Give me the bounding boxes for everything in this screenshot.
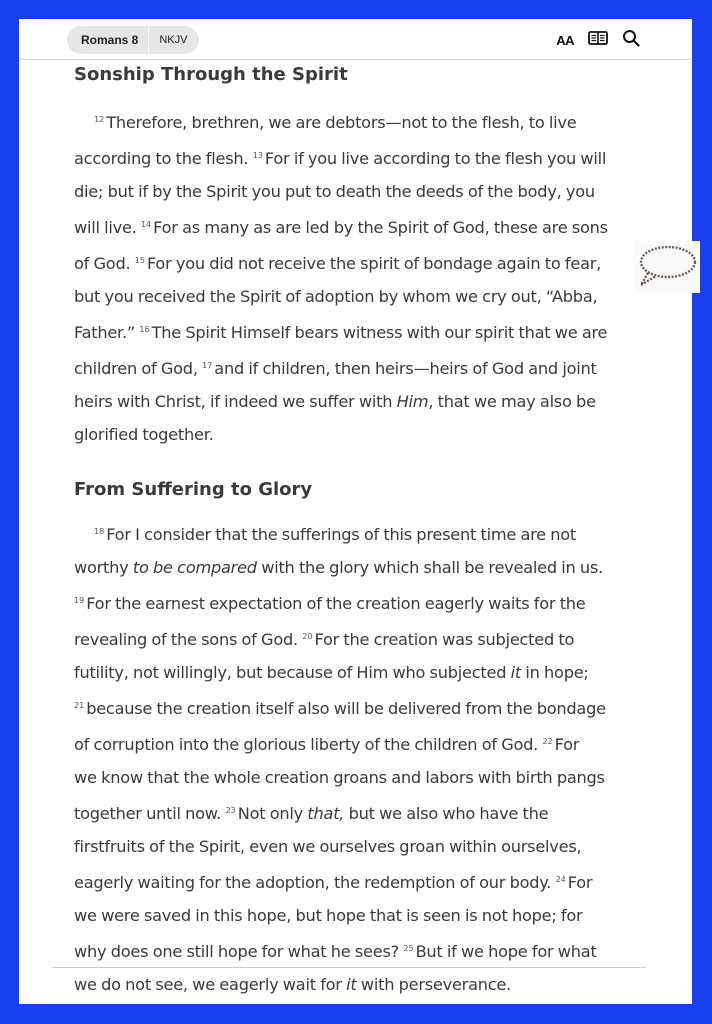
verse-number: 19 [74,596,85,605]
bottom-divider [52,967,646,968]
version-button[interactable]: NKJV [159,34,188,46]
text-line [74,830,644,863]
verse-text: For I consider that the sufferings of this present time are not [106,525,577,544]
verse-text: For [567,873,593,892]
text-line [74,103,644,139]
verse-text: because the creation itself also will be delivered from the bondage [86,699,606,718]
text-line [74,280,644,313]
verse-text: The Spirit Himself bears witness with our spirit that we are [151,323,608,342]
text-line [74,656,644,689]
text-line [74,175,644,208]
italic-text: to be compared [132,558,257,577]
text-line [74,349,644,385]
verse-text: we were saved in this hope, but hope that is seen is not hope; for [74,906,583,925]
section-heading: Sonship Through the Spirit [74,64,348,85]
verse-text: eagerly waiting for the adoption, the redemption of our body. [74,873,556,892]
verse-text: For if you live according to the flesh you will [264,149,607,168]
verse-text: according to the flesh. [74,149,253,168]
verse-text: with the glory which shall be revealed in us. [256,558,603,577]
verse-text: For as many as are led by the Spirit of God, these are sons [153,218,608,237]
verse-text: futility, not willingly, but because of Him who subjected [74,663,511,682]
text-line [74,385,644,418]
chapter-content [74,60,644,1001]
verse-text: and if children, then heirs—heirs of God and joint [214,359,597,378]
verse-text: Therefore, brethren, we are debtors—not to the flesh, to live [106,113,577,132]
verse-text: heirs with Christ, if indeed we suffer with [74,392,397,411]
text-size-icon[interactable]: AA [556,33,574,48]
book-icon[interactable] [588,30,608,51]
verse-number: 15 [134,256,145,265]
book-chapter-button[interactable]: Romans 8 [67,26,149,54]
text-line [74,863,644,899]
verse-text: For the earnest expectation of the creation eagerly waits for the [86,594,586,613]
verse-number: 12 [94,115,105,124]
text-line [74,551,644,584]
text-line [74,725,644,761]
verse-text: why does one still hope for what he sees? [74,942,404,961]
text-line [74,139,644,175]
italic-text: Him [396,392,429,411]
verse-number: 13 [252,151,263,160]
text-line [74,418,644,451]
verse-text: but we also who have the [344,804,549,823]
text-line [74,620,644,656]
verse-number: 18 [94,527,105,536]
verse-text: we do not see, we eagerly wait for [74,975,347,994]
verse-number: 24 [555,875,566,884]
verse-number: 21 [74,701,85,710]
text-line [74,761,644,794]
text-line [74,899,644,932]
verse-number: 23 [225,806,236,815]
verse-text: glorified together. [74,425,214,444]
passage-selector[interactable] [67,26,199,54]
italic-text: it [510,663,521,682]
verse-text: we know that the whole creation groans and labors with birth pangs [74,768,605,787]
verse-text: Not only [237,804,308,823]
search-icon[interactable] [622,29,640,52]
text-line [74,208,644,244]
verse-text: of God. [74,254,135,273]
toolbar [556,29,640,52]
verse-text: , that we may also be [428,392,596,411]
scripture-paragraph [74,515,644,1001]
top-bar [19,19,692,60]
verse-number: 20 [302,632,313,641]
verse-number: 22 [542,737,553,746]
verse-text: For [554,735,580,754]
text-line [74,794,644,830]
verse-text: children of God, [74,359,203,378]
verse-text: will live. [74,218,141,237]
verse-text: with perseverance. [356,975,512,994]
reader-panel [19,19,692,1004]
section-heading: From Suffering to Glory [74,479,313,500]
verse-text: revealing of the sons of God. [74,630,303,649]
text-line [74,968,644,1001]
verse-text: For the creation was subjected to [314,630,575,649]
verse-text: die; but if by the Spirit you put to death the deeds of the body, you [74,182,595,201]
verse-text: in hope; [520,663,589,682]
verse-number: 25 [403,944,414,953]
italic-text: it [346,975,357,994]
verse-text: Father.” [74,323,140,342]
text-line [74,932,644,968]
verse-text: but you received the Spirit of adoption by whom we cry out, “Abba, [74,287,598,306]
text-line [74,689,644,725]
verse-text: For you did not receive the spirit of bondage again to fear, [146,254,602,273]
verse-number: 17 [202,361,213,370]
verse-number: 16 [139,325,150,334]
verse-number: 14 [140,220,152,229]
verse-text: firstfruits of the Spirit, even we ourselves groan within ourselves, [74,837,582,856]
verse-text: together until now. [74,804,226,823]
verse-text: But if we hope for what [415,942,597,961]
scripture-paragraph [74,103,644,451]
text-line [74,244,644,280]
verse-text: of corruption into the glorious liberty of the children of God. [74,735,543,754]
text-line [74,584,644,620]
text-line [74,515,644,551]
speech-bubble-note-icon[interactable] [634,241,700,293]
italic-text: that, [307,804,345,823]
verse-text: worthy [74,558,133,577]
text-line [74,313,644,349]
